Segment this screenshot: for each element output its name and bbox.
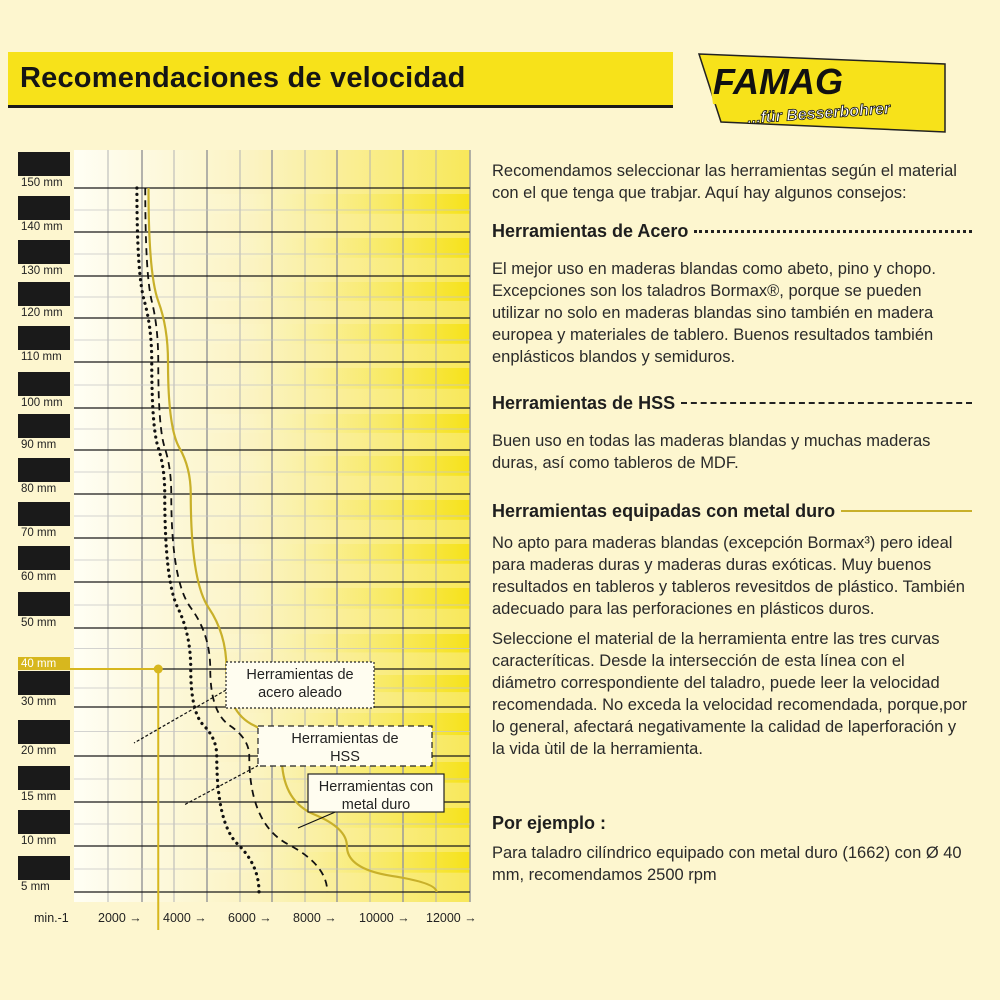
row-band xyxy=(194,324,470,344)
y-tick-label: 150 mm xyxy=(21,177,63,189)
y-tick-label: 10 mm xyxy=(21,835,57,847)
annotation-label: Herramientas de acero aleado xyxy=(246,667,354,701)
chart-svg xyxy=(0,150,480,930)
selection-text: Seleccione el material de la herramienta entre las tres curvas caracteríticas. Desde la intersección de esta línea con el diámetro correspondiente del taladro, puede leer la velocidad recomendada. No exceda la velocidad recomendada, porque,por lo general, afectará negativamente la calidad de laperforación y la vida ùtil de la herramienta. xyxy=(492,630,968,758)
row-band xyxy=(194,282,470,301)
y-tick xyxy=(18,458,70,495)
dotted-leader xyxy=(694,230,972,233)
y-tick-label: 20 mm xyxy=(21,745,57,757)
x-tick-label: 6000 → xyxy=(228,911,272,925)
y-tick xyxy=(18,856,70,893)
y-tick-label: 130 mm xyxy=(21,265,63,277)
hss-text: Buen uso en todas las maderas blandas y muchas maderas duras, así como tableros de MDF. xyxy=(492,432,931,472)
y-tick-label: 80 mm xyxy=(21,483,57,495)
steel-heading xyxy=(492,220,972,242)
y-tick-label: 60 mm xyxy=(21,571,57,583)
intro-text: Recomendamos seleccionar las herramientas según el material con el que tenga que trabjar. Aquí hay algunos consejos: xyxy=(492,162,957,202)
y-tick xyxy=(18,240,70,277)
solid-leader xyxy=(841,510,972,512)
carbide-heading-label: Herramientas equipadas con metal duro xyxy=(492,501,836,521)
x-tick-label: 12000 → xyxy=(426,911,477,925)
y-tick xyxy=(18,196,70,233)
title-bar xyxy=(8,52,673,108)
y-tick xyxy=(18,766,70,803)
logo-tagline: ...für Besserbohrer xyxy=(746,100,891,128)
row-band xyxy=(194,456,470,476)
steel-heading-label: Herramientas de Acero xyxy=(492,221,689,241)
y-tick-label: 110 mm xyxy=(21,351,62,363)
row-band xyxy=(194,194,470,214)
y-tick-label: 15 mm xyxy=(21,791,57,803)
y-tick-label: 90 mm xyxy=(21,439,57,451)
y-tick xyxy=(18,152,70,189)
dashed-leader xyxy=(681,402,972,404)
annotation-label: Herramientas con metal duro xyxy=(318,779,434,813)
example-text: Para taladro cilíndrico equipado con metal duro (1662) con Ø 40 mm, recomendamos 2500 rpm xyxy=(492,844,962,884)
row-band xyxy=(194,238,470,258)
y-tick-label: 70 mm xyxy=(21,527,57,539)
y-tick-label: 140 mm xyxy=(21,221,63,233)
y-tick xyxy=(18,282,70,319)
y-tick-label: 100 mm xyxy=(21,397,63,409)
hss-heading-label: Herramientas de HSS xyxy=(492,393,676,413)
y-tick xyxy=(18,592,70,629)
row-band xyxy=(194,852,470,873)
logo-brand: FAMAG xyxy=(713,61,843,102)
annotation-label: Herramientas de HSS xyxy=(291,731,399,765)
y-tick-label: 120 mm xyxy=(21,307,63,319)
steel-text: El mejor uso en maderas blandas como abeto, pino y chopo. Excepciones son los taladros Bormax®, porque se pueden utilizar no solo en maderas blandas sino también en madera europea y materiales de tablero. Buenos resultados también enplásticos blandos y semiduros. xyxy=(492,260,936,366)
y-tick-label: 5 mm xyxy=(21,881,50,893)
carbide-text: No apto para maderas blandas (excepción Bormax³) pero ideal para maderas duras y maderas duras exóticas. Muy buenos resultados en tableros y tableros revesitdos de plástico. También adecuado para las perforaciones en plásticos duros. xyxy=(492,534,965,618)
carbide-heading xyxy=(492,500,972,522)
y-tick xyxy=(18,414,70,451)
y-tick xyxy=(18,372,70,409)
recommendation-text xyxy=(492,160,972,886)
row-band xyxy=(194,634,470,652)
y-tick xyxy=(18,720,70,757)
x-tick-label: 4000 → xyxy=(163,911,207,925)
example-point xyxy=(154,665,163,674)
page-title: Recomendaciones de velocidad xyxy=(20,62,466,94)
y-tick xyxy=(18,502,70,539)
y-tick xyxy=(18,326,70,363)
y-tick xyxy=(18,810,70,847)
famag-logo xyxy=(695,52,950,136)
x-tick-label: 2000 → xyxy=(98,911,142,925)
x-tick-label: 8000 → xyxy=(293,911,337,925)
row-band xyxy=(194,500,470,520)
y-tick xyxy=(18,671,70,708)
y-tick-label: 30 mm xyxy=(21,696,57,708)
y-tick-label: 40 mm xyxy=(21,658,57,670)
x-tick-label: 10000 → xyxy=(359,911,410,925)
x-axis-label: min.-1 xyxy=(34,911,69,925)
y-tick xyxy=(18,633,70,670)
row-band xyxy=(194,544,470,564)
y-tick xyxy=(18,546,70,583)
row-band xyxy=(194,414,470,433)
y-tick-label: 50 mm xyxy=(21,617,57,629)
speed-chart xyxy=(0,150,480,930)
row-band xyxy=(194,588,470,609)
hss-heading xyxy=(492,392,972,414)
example-heading: Por ejemplo : xyxy=(492,813,607,833)
row-band xyxy=(194,368,470,389)
